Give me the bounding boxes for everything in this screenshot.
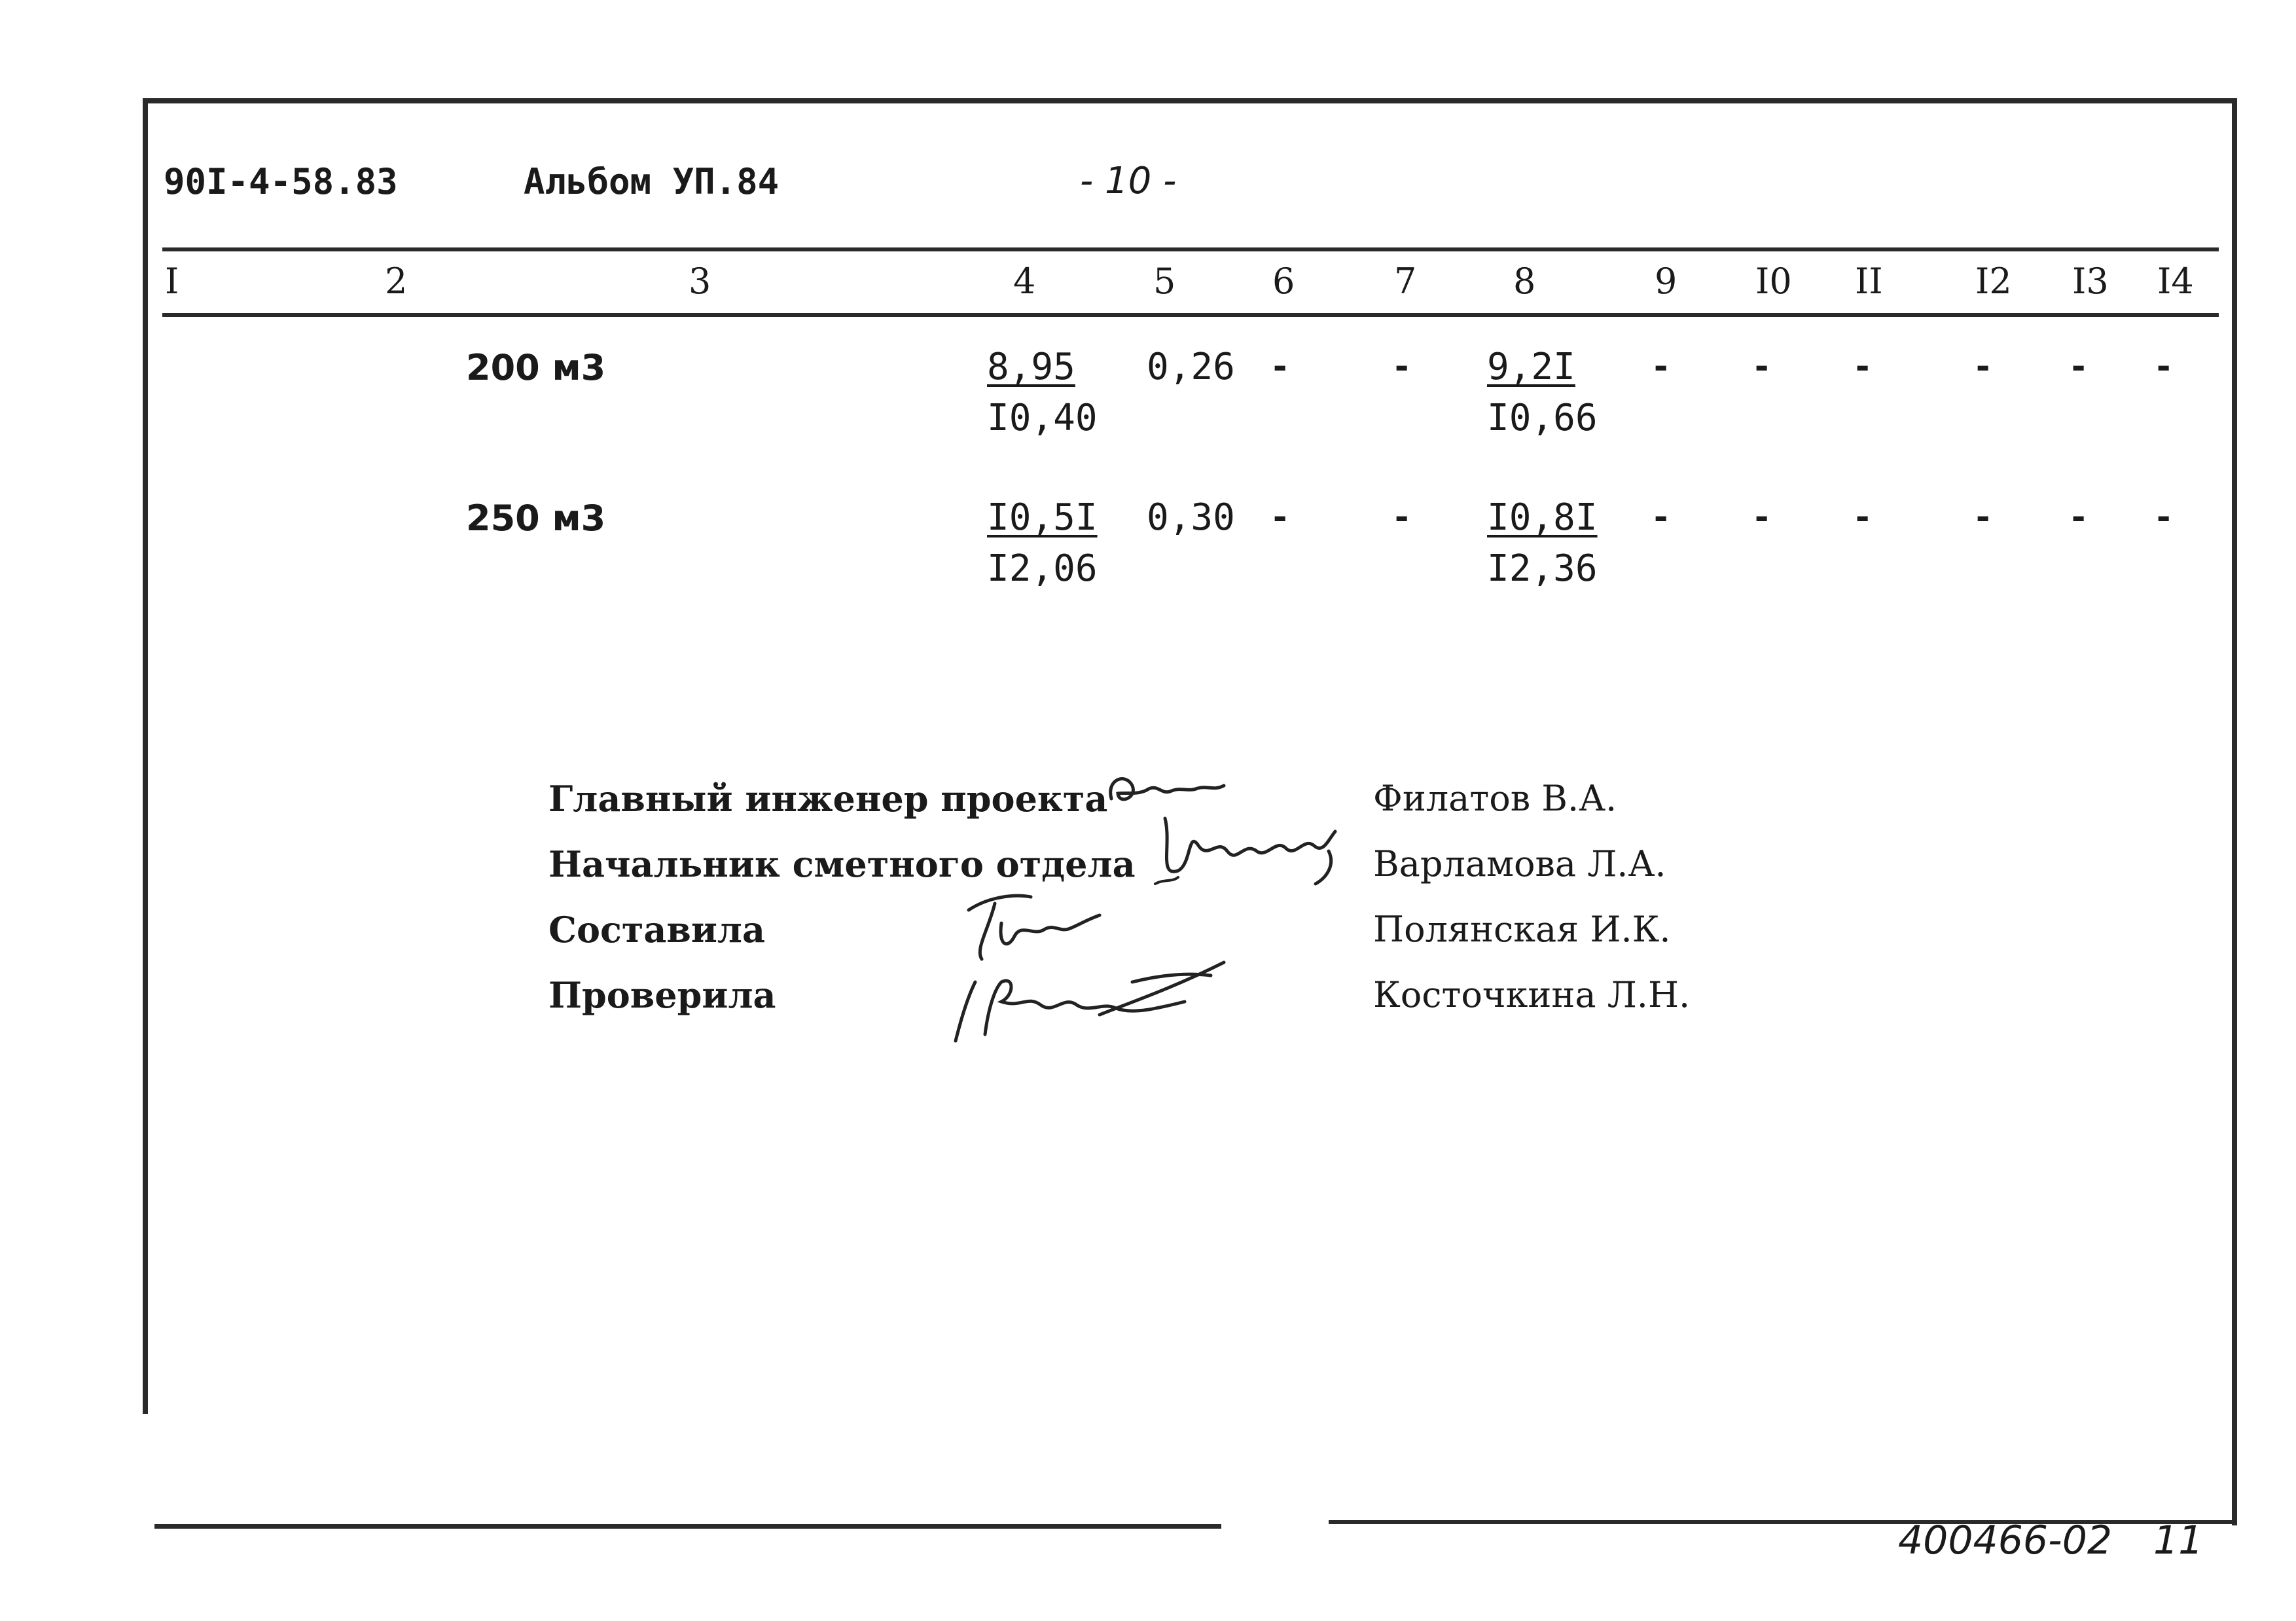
frame-right-border — [2232, 98, 2237, 1525]
row-c8-numerator: 9,2I — [1487, 346, 1575, 388]
column-header-7: 7 — [1394, 261, 1417, 302]
column-header-10: I0 — [1755, 261, 1792, 302]
sheet-number: 11 — [2153, 1518, 2204, 1563]
frame-left-border — [143, 98, 148, 1414]
column-header-9: 9 — [1655, 261, 1677, 302]
row-volume: 250 м3 — [466, 498, 606, 539]
page-number: - 10 - — [1080, 160, 1177, 202]
row-c10: - — [1751, 347, 1772, 386]
signature-name-chief-engineer: Филатов В.А. — [1373, 778, 1617, 819]
column-header-11: II — [1855, 261, 1883, 302]
column-header-14: I4 — [2157, 261, 2194, 302]
column-header-4: 4 — [1013, 261, 1036, 302]
column-header-8: 8 — [1513, 261, 1536, 302]
table-header-top-rule — [162, 247, 2219, 251]
row-c13: - — [2068, 498, 2089, 537]
row-c14: - — [2153, 347, 2174, 386]
row-c14: - — [2153, 498, 2174, 537]
row-c5: 0,30 — [1147, 496, 1235, 539]
album-title: Альбом УП.84 — [524, 161, 780, 202]
signature-name-head-estimates: Варламова Л.А. — [1373, 843, 1666, 884]
row-c11: - — [1852, 347, 1873, 386]
frame-top-border — [145, 98, 2237, 103]
handwritten-signature-2 — [1152, 805, 1348, 897]
row-c11: - — [1852, 498, 1873, 537]
column-header-13: I3 — [2072, 261, 2109, 302]
row-c9: - — [1651, 498, 1672, 537]
signature-name-checked: Косточкина Л.Н. — [1373, 974, 1691, 1015]
row-volume: 200 м3 — [466, 347, 606, 388]
row-c8-denominator: I2,36 — [1487, 547, 1598, 590]
row-c10: - — [1751, 498, 1772, 537]
row-c7: - — [1391, 498, 1412, 537]
row-c12: - — [1973, 347, 1994, 386]
row-c8-denominator: I0,66 — [1487, 397, 1598, 439]
signature-role-compiled: Составила — [548, 909, 765, 951]
column-header-6: 6 — [1272, 261, 1295, 302]
row-c4-denominator: I0,40 — [987, 397, 1098, 439]
row-c4-denominator: I2,06 — [987, 547, 1098, 590]
row-c12: - — [1973, 498, 1994, 537]
row-c6: - — [1270, 347, 1291, 386]
row-c6: - — [1270, 498, 1291, 537]
row-c9: - — [1651, 347, 1672, 386]
row-c7: - — [1391, 347, 1412, 386]
column-header-12: I2 — [1975, 261, 2012, 302]
inventory-number: 400466-02 — [1898, 1518, 2113, 1563]
frame-bottom-border-left — [154, 1524, 1221, 1529]
row-c13: - — [2068, 347, 2089, 386]
column-header-2: 2 — [385, 261, 408, 302]
column-header-5: 5 — [1153, 261, 1176, 302]
signature-role-head-estimates: Начальник сметного отдела — [548, 843, 1136, 885]
row-c8-numerator: I0,8I — [1487, 496, 1598, 539]
table-header-bottom-rule — [162, 313, 2219, 317]
handwritten-signature-4 — [936, 943, 1237, 1054]
signature-name-compiled: Полянская И.К. — [1373, 909, 1671, 950]
column-header-3: 3 — [689, 261, 711, 302]
signature-role-checked: Проверила — [548, 974, 776, 1016]
row-c4-numerator: I0,5I — [987, 496, 1098, 539]
row-c4-numerator: 8,95 — [987, 346, 1075, 388]
column-header-1: I — [165, 261, 179, 302]
row-c5: 0,26 — [1147, 346, 1235, 388]
doc-code: 90I-4-58.83 — [164, 161, 398, 202]
signature-role-chief-engineer: Главный инженер проекта — [548, 778, 1108, 820]
